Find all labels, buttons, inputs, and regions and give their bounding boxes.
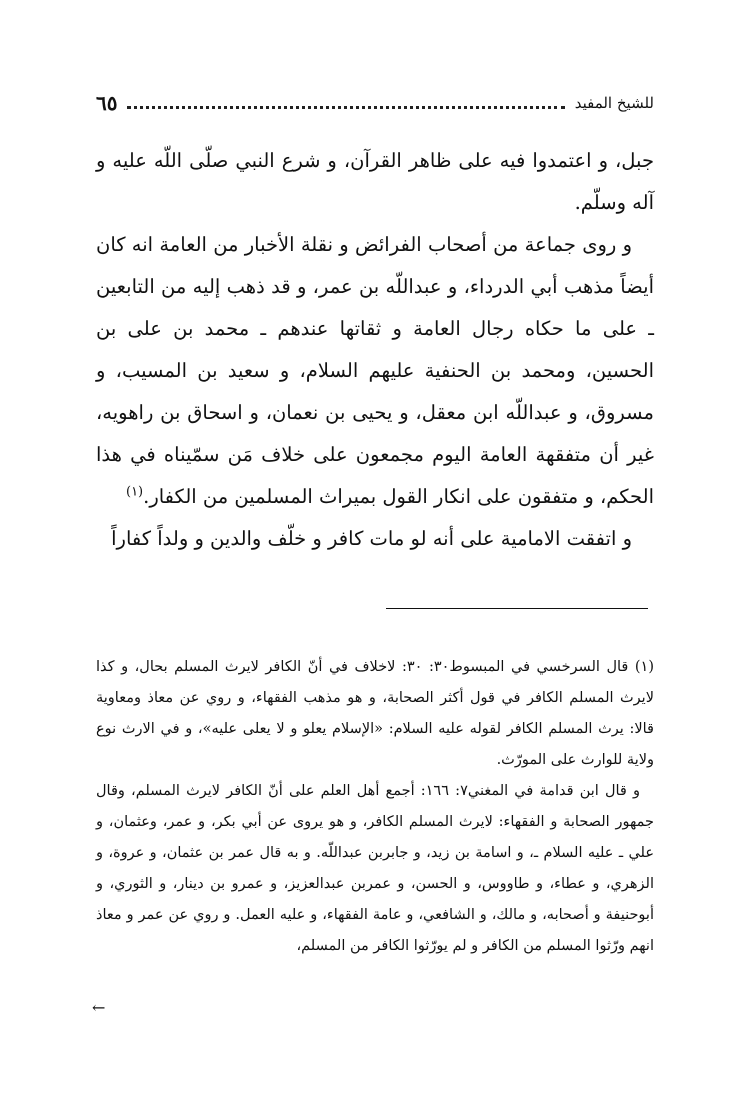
paragraph-2	[96, 224, 654, 518]
footnote-1-continued: و قال ابن قدامة في المغني٧: ١٦٦: أجمع أهل العلم على أنّ الكافر لايرث المسلم، وقال جمهور الصحابة و الفقهاء: لايرث المسلم الكافر، و هو يروى عن أبي بكر، و عمر، وعثمان، و علي ـ عليه السلام ـ، و اسامة بن زيد، و جابربن عبداللّه. و به قال عمر بن عثمان، و عروة، و الزهري، و عطاء، و طاووس، و الحسن، و عمربن عبدالعزيز، و عمرو بن دينار، و الثوري، و أبوحنيفة و أصحابه، و مالك، و الشافعي، و عامة الفقهاء، و عليه العمل. و روي عن عمر و معاذ انهم ورّثوا المسلم من الكافر و لم يورّثوا الكافر من المسلم،	[96, 783, 654, 954]
running-title: للشيخ المفيد	[574, 94, 654, 112]
footnote-reference: (١)	[125, 484, 144, 500]
footnote-separator	[386, 608, 648, 609]
footnote-1: (١) قال السرخسي في المبسوط٣٠: ٣٠: لاخلاف في أنّ الكافر لايرث المسلم بحال، و كذا لايرث المسلم الكافر في قول أكثر الصحابة، و هو مذهب الفقهاء، و روي عن معاذ ومعاوية قالا: يرث المسلم الكافر لقوله عليه السلام: «الإسلام يعلو و لا يعلى عليه»، و في الارث نوع ولاية للوارث على المورّث.	[96, 659, 654, 768]
page-number: ٦٥	[96, 91, 118, 115]
main-text	[96, 140, 654, 560]
paragraph-2-text: و روى جماعة من أصحاب الفرائض و نقلة الأخبار من العامة انه كان أيضاً مذهب أبي الدرداء، و عبداللّه بن عمر، و قد ذهب إليه من التابعين ـ على ما حكاه رجال العامة و ثقاتها عندهم ـ محمد بن على بن الحسين، ومحمد بن الحنفية عليهم السلام، و سعيد بن المسيب، و مسروق، و عبداللّه ابن معقل، و يحيى بن نعمان، و اسحاق بن راهويه، غير أن متفقهة العامة اليوم مجمعون على خلاف مَن سمّيناه في هذا الحكم، و متفقون على انكار القول بميراث المسلمين من الكفار.	[96, 233, 654, 508]
paragraph-3: و اتفقت الامامية على أنه لو مات كافر و خلّف والدين و ولداً كفاراً	[111, 527, 632, 550]
footnotes	[96, 652, 654, 962]
paragraph-1: جبل، و اعتمدوا فيه على ظاهر القرآن، و شرع النبي صلّى اللّه عليه و آله وسلّم.	[96, 149, 654, 214]
dotted-leader	[127, 106, 564, 109]
continuation-arrow-icon: ←	[92, 998, 106, 1017]
page-header	[96, 88, 654, 118]
